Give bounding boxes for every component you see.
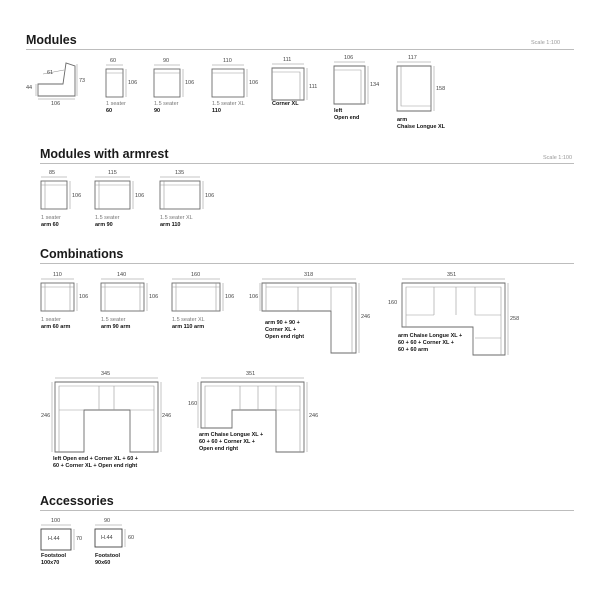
module-type: 1.5 seater: [154, 101, 179, 107]
combination-name: arm Chaise Longue XL +: [398, 333, 463, 339]
module-110-plan: [212, 65, 247, 97]
scale-label: Scale 1:100: [543, 155, 573, 161]
dimension-label: 110: [53, 272, 62, 278]
arm-110-plan: [160, 177, 203, 209]
dimension-label: 135: [175, 170, 185, 176]
dimension-label: 134: [370, 82, 380, 88]
combo-arm-90-arm-plan: [101, 279, 147, 311]
module-caption: [334, 108, 359, 122]
dimension-label: 351: [447, 272, 457, 278]
combo-arm-110-arm-plan: [172, 279, 223, 311]
dimension-label: 70: [76, 536, 83, 542]
module-caption: [95, 215, 119, 229]
dimension-label: 258: [510, 316, 520, 322]
dimension-label: 44: [26, 85, 33, 91]
combination-name: 60 + 60 + Corner XL +: [199, 439, 255, 445]
combo-arm-90-90-corner-open-end-plan: [260, 279, 359, 353]
dimension-label: 158: [436, 86, 446, 92]
combination-caption: [172, 317, 205, 331]
dimension-label: 160: [388, 300, 398, 306]
accessory-caption: [41, 553, 66, 567]
module-caption: [154, 101, 178, 115]
dimension-label: 246: [361, 314, 371, 320]
height-label: H.44: [48, 536, 60, 542]
module-name: Open end: [334, 115, 360, 121]
module-90-plan: [154, 65, 183, 97]
combination-name: arm 60 arm: [41, 324, 71, 330]
module-corner-xl-plan: [272, 64, 307, 100]
combination-caption: [41, 317, 70, 331]
combo-arm-60-arm-plan: [41, 279, 77, 311]
accessory-caption: [95, 553, 120, 567]
combination-name: left Open end + Corner XL + 60 +: [53, 456, 139, 462]
dimension-label: 115: [108, 170, 117, 176]
module-name: Corner XL: [272, 101, 299, 107]
section-title-armrest: Modules with armrest: [40, 147, 169, 161]
module-chaise-longue-plan: [397, 62, 434, 111]
module-type: 1.5 seater: [95, 215, 120, 221]
combination-name: Open end right: [199, 446, 239, 452]
module-type: 1 seater: [106, 101, 126, 107]
dimension-label: 246: [41, 413, 51, 419]
section-title-accessories: Accessories: [40, 494, 114, 508]
combination-name: 60 + Corner XL + Open end right: [53, 463, 138, 469]
module-name: arm 110: [160, 222, 181, 228]
dimension-label: 60: [110, 58, 117, 64]
accessory-name: 90x60: [95, 560, 111, 566]
dimension-label: 90: [104, 518, 111, 524]
dimension-label: 106: [149, 294, 159, 300]
dimension-label: 111: [283, 57, 292, 63]
combination-name: arm Chaise Longue XL +: [199, 432, 264, 438]
dimension-label: 106: [249, 80, 259, 86]
combo-left-open-end-u-plan: [52, 378, 161, 452]
section-title-combinations: Combinations: [40, 247, 124, 261]
dimension-label: 90: [163, 58, 170, 64]
dimension-label: 106: [51, 101, 61, 107]
combination-name: Corner XL +: [265, 327, 297, 333]
dimension-label: 100: [51, 518, 61, 524]
dimension-label: 106: [135, 193, 145, 199]
module-name: left: [334, 108, 343, 114]
module-name: 60: [106, 108, 113, 114]
scale-label: Scale 1:100: [531, 40, 561, 46]
dimension-label: 345: [101, 371, 111, 377]
dimension-label: 106: [205, 193, 215, 199]
module-caption: [160, 215, 193, 229]
combination-name: 60 + 60 arm: [398, 347, 429, 353]
combination-name: arm 110 arm: [172, 324, 205, 330]
module-caption: [397, 117, 445, 131]
combination-caption: [199, 432, 263, 453]
combination-name: Open end right: [265, 334, 305, 340]
dimension-label: 351: [246, 371, 256, 377]
module-caption: [106, 101, 126, 115]
dimension-label: 318: [304, 272, 314, 278]
module-type: 1.5 seater XL: [160, 215, 193, 221]
arm-60-plan: [41, 177, 70, 209]
combination-caption: [398, 333, 462, 354]
module-side-profile: [36, 63, 77, 99]
arm-90-plan: [95, 177, 133, 209]
dimension-label: 246: [309, 413, 319, 419]
module-caption: [41, 215, 61, 229]
module-name: arm: [397, 117, 408, 123]
module-caption: [272, 101, 299, 108]
module-type: 1.5 seater XL: [172, 317, 205, 323]
dimension-label: 140: [117, 272, 127, 278]
accessory-name: Footstool: [95, 553, 121, 559]
dimension-label: 106: [225, 294, 235, 300]
dimension-label: 160: [188, 401, 198, 407]
combination-caption: [53, 456, 138, 470]
dimension-label: 61: [47, 70, 54, 76]
module-type: 1.5 seater XL: [212, 101, 245, 107]
module-type: 1 seater: [41, 317, 61, 323]
module-60-plan: [106, 65, 126, 97]
height-label: H.44: [101, 535, 113, 541]
dimension-label: 106: [72, 193, 82, 199]
dimension-label: 117: [408, 55, 417, 61]
dimension-label: 160: [191, 272, 201, 278]
module-type: 1.5 seater: [101, 317, 126, 323]
module-name: 110: [212, 108, 221, 114]
module-name: 90: [154, 108, 161, 114]
dimension-label: 85: [49, 170, 56, 176]
module-type: 1 seater: [41, 215, 61, 221]
module-name: Chaise Longue XL: [397, 124, 445, 130]
dimension-label: 111: [309, 84, 318, 90]
combination-name: arm 90 + 90 +: [265, 320, 300, 326]
accessory-name: 100x70: [41, 560, 60, 566]
dimension-label: 106: [79, 294, 89, 300]
dimension-label: 106: [128, 80, 138, 86]
module-name: arm 90: [95, 222, 113, 228]
dimension-label: 246: [162, 413, 172, 419]
section-title-modules: Modules: [26, 33, 77, 47]
dimension-label: 60: [128, 535, 135, 541]
combination-caption: [101, 317, 130, 331]
accessory-name: Footstool: [41, 553, 67, 559]
dimension-label: 106: [344, 55, 354, 61]
combination-name: arm 90 arm: [101, 324, 131, 330]
module-caption: [212, 101, 245, 115]
module-open-end-plan: [334, 62, 368, 104]
combination-caption: [265, 320, 304, 341]
combination-name: 60 + 60 + Corner XL +: [398, 340, 454, 346]
dimension-label: 106: [249, 294, 259, 300]
dimension-label: 110: [223, 58, 232, 64]
dimension-label: 106: [185, 80, 195, 86]
module-name: arm 60: [41, 222, 59, 228]
dimension-label: 73: [79, 78, 86, 84]
